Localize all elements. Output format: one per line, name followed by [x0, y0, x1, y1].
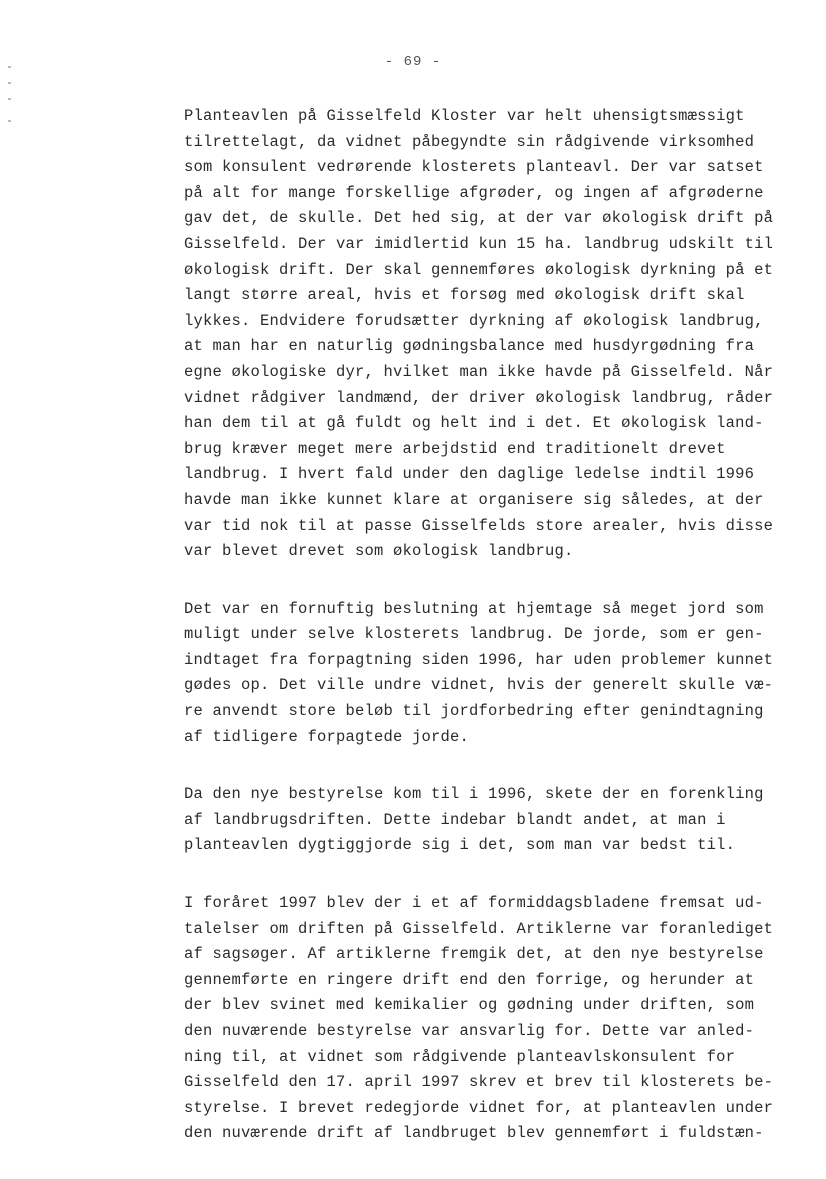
text-line: på alt for mange forskellige afgrøder, og ingen af afgrøderne — [184, 183, 764, 202]
text-line: talelser om driften på Gisselfeld. Artiklerne var foranlediget — [184, 919, 774, 938]
margin-mark — [8, 66, 11, 68]
text-line: Planteavlen på Gisselfeld Kloster var helt uhensigtsmæssigt — [184, 107, 745, 125]
text-line: af landbrugsdriften. Dette indebar blandt andet, at man i — [184, 810, 726, 829]
text-line: den nuværende drift af landbruget blev gennemført i fuldstæn- — [184, 1124, 764, 1143]
text-line: den nuværende bestyrelse var ansvarlig for. Dette var anled- — [184, 1022, 755, 1040]
text-line: gav det, de skulle. Det hed sig, at der var økologisk drift på — [184, 209, 774, 228]
text-line: som konsulent vedrørende klosterets planteavl. Der var satset — [184, 158, 764, 177]
body-text — [184, 104, 820, 1179]
text-line: landbrug. I hvert fald under den daglige ledelse indtil 1996 — [184, 465, 755, 484]
text-line: Gisselfeld. Der var imidlertid kun 15 ha. landbrug udskilt til — [184, 234, 774, 253]
text-line: ning til, at vidnet som rådgivende planteavlskonsulent for — [184, 1047, 736, 1066]
margin-mark — [8, 82, 11, 84]
text-line: tilrettelagt, da vidnet påbegyndte sin rådgivende virksomhed — [184, 132, 755, 151]
text-line: af sagsøger. Af artiklerne fremgik det, at den nye bestyrelse — [184, 945, 764, 964]
text-line: økologisk drift. Der skal gennemføres økologisk dyrkning på et — [184, 260, 774, 279]
text-line: re anvendt store beløb til jordforbedring efter genindtagning — [184, 702, 764, 721]
page-number: - 69 - — [384, 54, 442, 70]
margin-mark — [8, 120, 11, 122]
text-line: at man har en naturlig gødningsbalance med husdyrgødning fra — [184, 337, 755, 356]
paragraph — [184, 891, 820, 1147]
text-line: vidnet rådgiver landmænd, der driver økologisk landbrug, råder — [184, 388, 774, 407]
text-line: planteavlen dygtiggjorde sig i det, som man var bedst til. — [184, 836, 736, 855]
text-line: Da den nye bestyrelse kom til i 1996, skete der en forenkling — [184, 785, 764, 804]
text-line: Det var en fornuftig beslutning at hjemtage så meget jord som — [184, 599, 764, 618]
text-line: gennemførte en ringere drift end den forrige, og herunder at — [184, 970, 755, 989]
text-line: han dem til at gå fuldt og helt ind i det. Et økologisk land- — [184, 414, 764, 433]
paragraph — [184, 782, 820, 859]
text-line: I foråret 1997 blev der i et af formiddagsbladene fremsat ud- — [184, 894, 764, 913]
paragraph — [184, 104, 820, 565]
margin-mark — [8, 98, 11, 100]
text-line: Gisselfeld den 17. april 1997 skrev et brev til klosterets be- — [184, 1073, 774, 1092]
text-line: brug kræver meget mere arbejdstid end traditionelt drevet — [184, 439, 726, 458]
text-line: der blev svinet med kemikalier og gødning under driften, som — [184, 996, 755, 1015]
text-line: gødes op. Det ville undre vidnet, hvis der generelt skulle væ- — [184, 676, 774, 695]
text-line: indtaget fra forpagtning siden 1996, har uden problemer kunnet — [184, 650, 774, 669]
text-line: lykkes. Endvidere forudsætter dyrkning af økologisk landbrug, — [184, 311, 764, 330]
text-line: havde man ikke kunnet klare at organisere sig således, at der — [184, 490, 764, 509]
text-line: var blevet drevet som økologisk landbrug. — [184, 542, 574, 561]
text-line: muligt under selve klosterets landbrug. De jorde, som er gen- — [184, 625, 764, 644]
paragraph — [184, 597, 820, 751]
text-line: af tidligere forpagtede jorde. — [184, 727, 470, 746]
text-line: langt større areal, hvis et forsøg med økologisk drift skal — [184, 286, 745, 305]
text-line: styrelse. I brevet redegjorde vidnet for, at planteavlen under — [184, 1098, 774, 1117]
text-line: egne økologiske dyr, hvilket man ikke havde på Gisselfeld. Når — [184, 362, 774, 381]
text-line: var tid nok til at passe Gisselfelds store arealer, hvis disse — [184, 516, 774, 535]
